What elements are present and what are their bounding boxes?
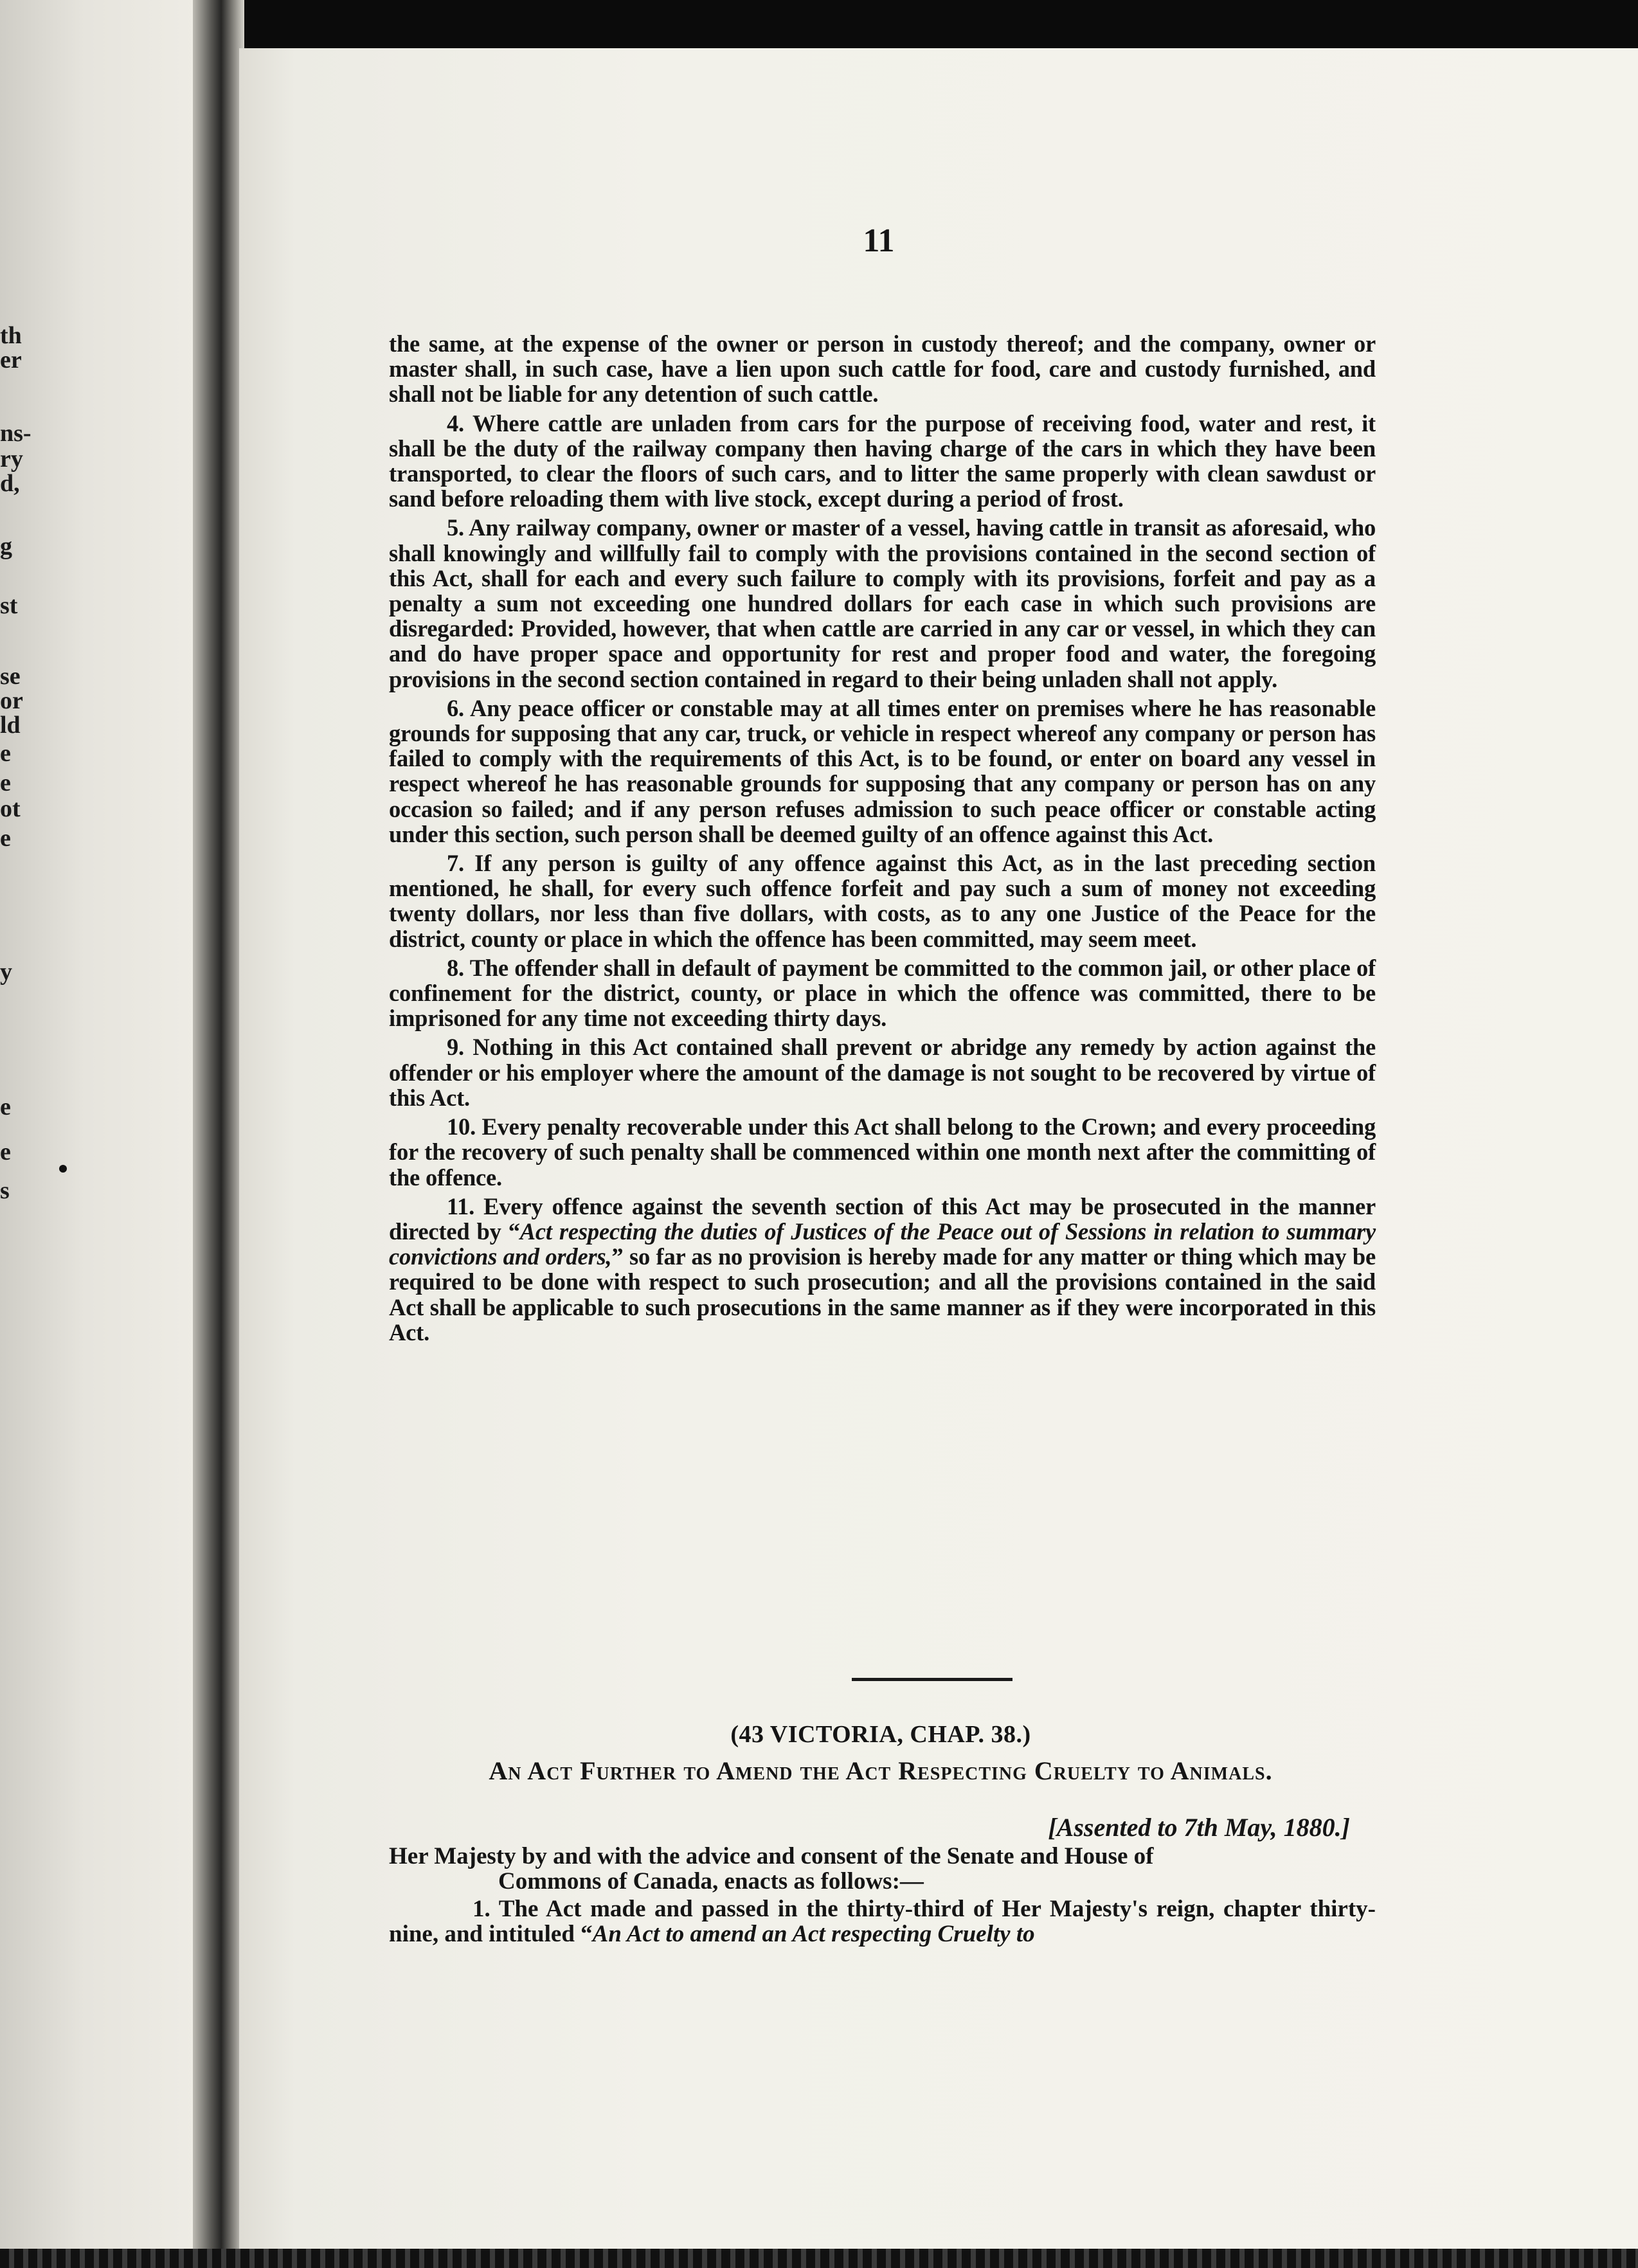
- left-fragment: ld: [0, 712, 21, 739]
- section-11: [389, 1194, 1376, 1345]
- left-fragment: or: [0, 687, 23, 714]
- section-1-text: 1. The Act made and passed in the thirty-third of Her Majesty's reign, chapter thirty-nine, and intituled “: [389, 1896, 1376, 1947]
- section-6: 6. Any peace officer or constable may at all times enter on premises where he has reasonable grounds for supposing that any car, truck, or vehicle in respect whereof any company or person has failed to comply with the requirements of this Act, is to be found, or enter on board any vessel in respect whereof he has reasonable grounds for supposing that any company or person has on any occasion so failed; and if any person refuses admission to such peace officer or constable acting under this section, such person shall be deemed guilty of an offence against this Act.: [389, 694, 1376, 847]
- left-fragment: ry: [0, 446, 23, 473]
- section-divider: [852, 1678, 1013, 1681]
- paragraph: the same, at the expense of the owner or person in custody thereof; and the company, owner or master shall, in such case, have a lien upon such cattle for food, care and custody furnished, and shall not be liable for any detention of such cattle.: [389, 330, 1376, 408]
- left-fragment: th: [0, 322, 22, 349]
- new-act-body: [389, 1844, 1376, 1949]
- left-fragment: s: [0, 1177, 10, 1204]
- left-fragment: st: [0, 592, 18, 619]
- section-11-text: 11. Every offence against the seventh section of this Act may be prosecuted in the manner directed by “: [389, 1192, 1376, 1245]
- section-10: 10. Every penalty recoverable under this Act shall belong to the Crown; and every proceeding for the recovery of such penalty shall be commenced within one month next after the committing of the offence.: [389, 1113, 1376, 1191]
- enacting-clause-line: Her Majesty by and with the advice and consent of the Senate and House of: [389, 1843, 1154, 1869]
- left-fragment: e: [0, 740, 11, 767]
- previous-page-strip: [0, 0, 212, 2268]
- section-11-cited-act: Act respecting the duties of Justices of the Peace out of Sessions in relation to summary convictions and orders,: [389, 1218, 1376, 1270]
- enacting-clause-line: Commons of Canada, enacts as follows:—: [498, 1868, 924, 1895]
- left-fragment: e: [0, 1094, 11, 1120]
- assent-date: [Assented to 7th May, 1880.]: [1048, 1813, 1350, 1842]
- book-gutter: [193, 0, 244, 2268]
- scan-bottom-edge: [0, 2249, 1638, 2268]
- left-fragment: e: [0, 825, 11, 852]
- left-fragment: se: [0, 663, 21, 690]
- ink-dot: [59, 1165, 67, 1173]
- left-fragment: e: [0, 770, 11, 797]
- left-fragment: ns-: [0, 420, 32, 447]
- section-9: 9. Nothing in this Act contained shall prevent or abridge any remedy by action against the offender or his employer where the amount of the damage is not sought to be recovered by virtue of this Act.: [389, 1034, 1376, 1111]
- section-5: 5. Any railway company, owner or master of a vessel, having cattle in transit as aforesaid, who shall knowingly and willfully fail to comply with the provisions contained in the second section of this Act, shall for each and every such failure to comply with its provisions, forfeit and pay as a penalty a sum not exceeding one hundred dollars for each case in which such provisions are disregarded: Provided, however, that when cattle are carried in any car or vessel, in which they can and do have proper space and opportunity for rest and proper food and water, the foregoing provisions in the second section contained in regard to their being unladen shall not apply.: [389, 514, 1376, 692]
- act-title: An Act Further to Amend the Act Respecting Cruelty to Animals.: [489, 1756, 1273, 1785]
- left-fragment: e: [0, 1138, 11, 1166]
- section-1-cited-act: An Act to amend an Act respecting Cruelty to: [592, 1921, 1035, 1947]
- act-reference: (43 VICTORIA, CHAP. 38.): [730, 1721, 1031, 1748]
- enacting-clause: [389, 1844, 1376, 1894]
- section-1: [389, 1896, 1376, 1947]
- left-fragment: y: [0, 959, 12, 986]
- left-fragment: d,: [0, 470, 20, 497]
- section-11-text-end: ” so far as no provision is hereby made for any matter or thing which may be required to be done with respect to such prosecution; and all the provisions contained in the said Act shall be applicable to such prosecutions in the same manner as if they were incorporated in this Act.: [389, 1243, 1376, 1346]
- act-body: [389, 331, 1376, 1349]
- section-7: 7. If any person is guilty of any offence against this Act, as in the last preceding section mentioned, he shall, for every such offence forfeit and pay such a sum of money not exceeding twenty dollars, nor less than five dollars, with costs, as to any one Justice of the Peace for the district, county or place in which the offence has been committed, may seem meet.: [389, 850, 1376, 952]
- left-fragment: er: [0, 346, 22, 374]
- left-fragment: g: [0, 533, 12, 560]
- left-fragment: ot: [0, 795, 21, 822]
- page-number: 11: [863, 222, 895, 259]
- section-8: 8. The offender shall in default of payment be committed to the common jail, or other place of confinement for the district, county, or place in which the offence was committed, there to be imprisoned for any time not exceeding thirty days.: [389, 954, 1376, 1032]
- section-4: 4. Where cattle are unladen from cars for the purpose of receiving food, water and rest, it shall be the duty of the railway company then having charge of the cars in which they have been transported, to clear the floors of such cars, and to litter the same properly with clean sawdust or sand before reloading them with live stock, except during a period of frost.: [389, 410, 1376, 512]
